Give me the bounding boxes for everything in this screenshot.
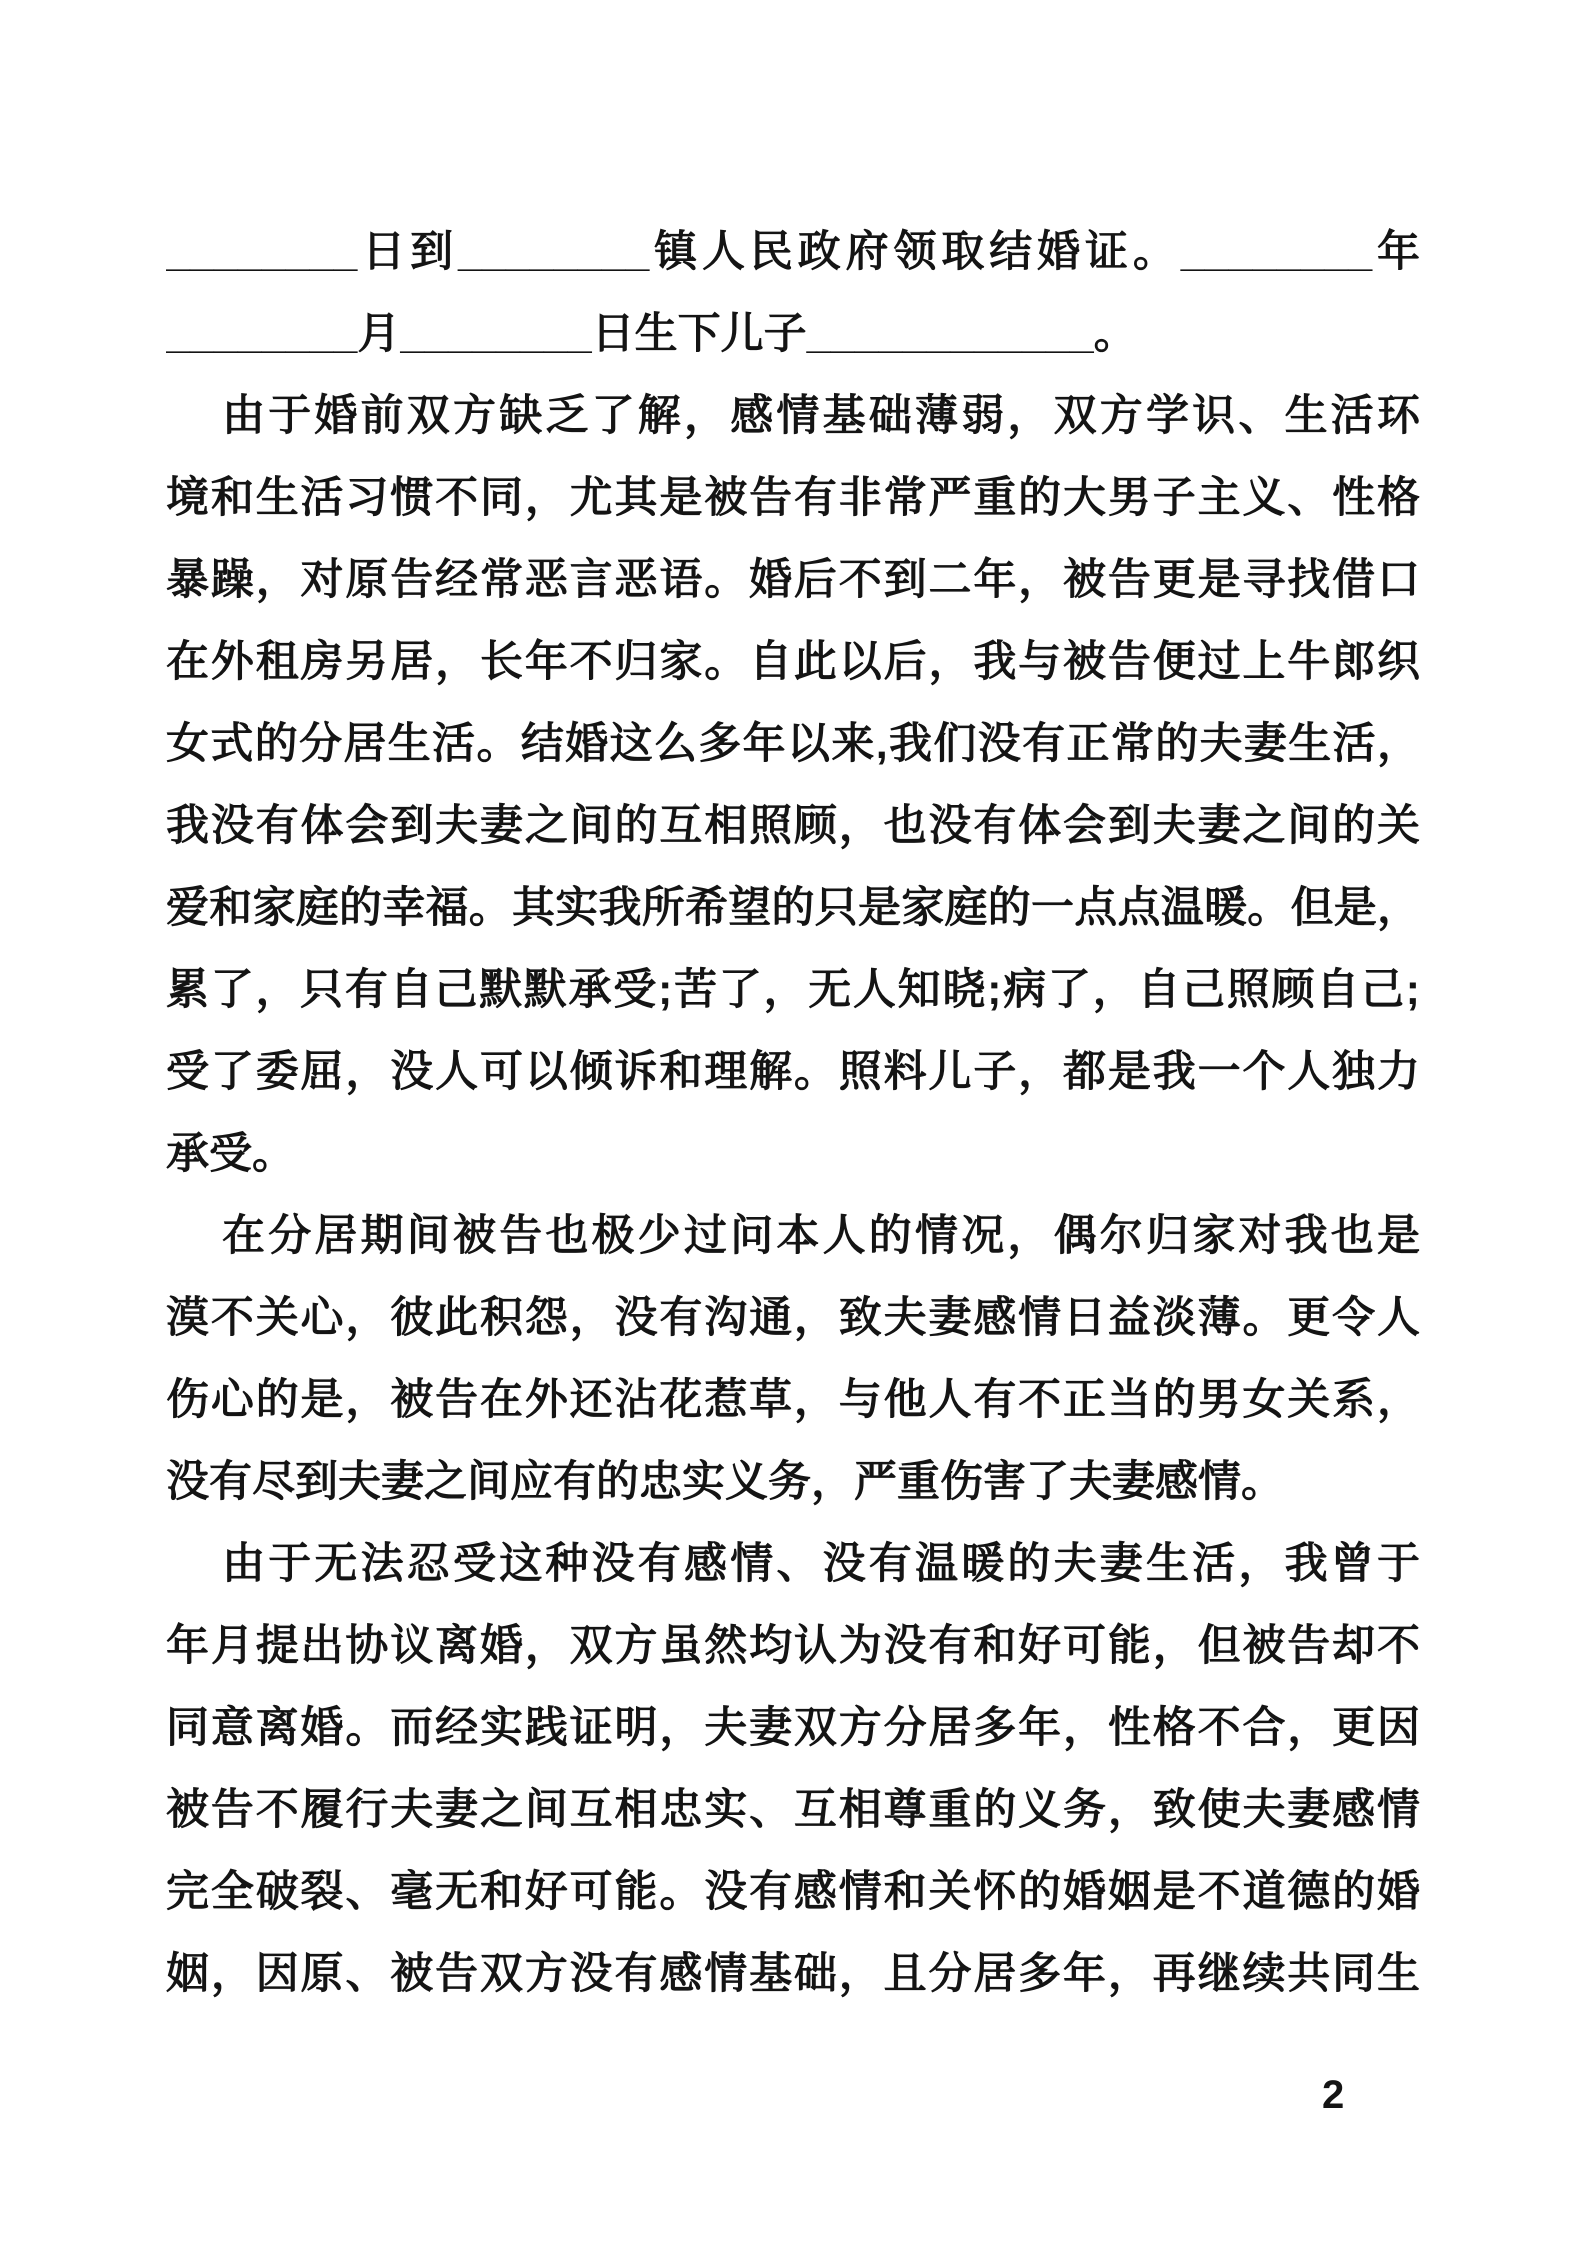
page-number: 2 [1322,2073,1345,2117]
document-line: 年月提出协议离婚，双方虽然均认为没有和好可能，但被告却不 [166,1622,1420,1670]
document-line: 在分居期间被告也极少过问本人的情况，偶尔归家对我也是 [222,1212,1420,1260]
document-body [166,211,1420,2015]
document-line: 由于无法忍受这种没有感情、没有温暖的夫妻生活，我曾于 [222,1540,1420,1588]
document-line: 完全破裂、毫无和好可能。没有感情和关怀的婚姻是不道德的婚 [166,1868,1420,1916]
document-line: 女式的分居生活。结婚这么多年以来,我们没有正常的夫妻生活， [166,720,1420,768]
document-line: 被告不履行夫妻之间互相忠实、互相尊重的义务，致使夫妻感情 [166,1786,1420,1834]
document-line: 暴躁，对原告经常恶言恶语。婚后不到二年，被告更是寻找借口 [166,556,1420,604]
document-line: 由于婚前双方缺乏了解，感情基础薄弱，双方学识、生活环 [222,392,1420,440]
document-line: 同意离婚。而经实践证明，夫妻双方分居多年，性格不合，更因 [166,1704,1420,1752]
document-line: 爱和家庭的幸福。其实我所希望的只是家庭的一点点温暖。但是， [166,884,1420,932]
document-line: 累了，只有自己默默承受;苦了，无人知晓;病了，自己照顾自己; [166,966,1420,1014]
document-line: 境和生活习惯不同，尤其是被告有非常严重的大男子主义、性格 [166,474,1420,522]
document-line: 受了委屈，没人可以倾诉和理解。照料儿子，都是我一个人独力 [166,1048,1420,1096]
document-line: 我没有体会到夫妻之间的互相照顾，也没有体会到夫妻之间的关 [166,802,1420,850]
document-line: ________日到________镇人民政府领取结婚证。________年 [166,228,1420,276]
document-line: 承受。 [166,1130,295,1178]
document-line: 姻，因原、被告双方没有感情基础，且分居多年，再继续共同生 [166,1950,1420,1998]
document-line: 没有尽到夫妻之间应有的忠实义务，严重伤害了夫妻感情。 [166,1458,1284,1506]
document-line: 漠不关心，彼此积怨，没有沟通，致夫妻感情日益淡薄。更令人 [166,1294,1420,1342]
document-line: ________月________日生下儿子____________。 [166,310,1137,358]
document-line: 在外租房另居，长年不归家。自此以后，我与被告便过上牛郎织 [166,638,1420,686]
document-line: 伤心的是，被告在外还沾花惹草，与他人有不正当的男女关系， [166,1376,1420,1424]
